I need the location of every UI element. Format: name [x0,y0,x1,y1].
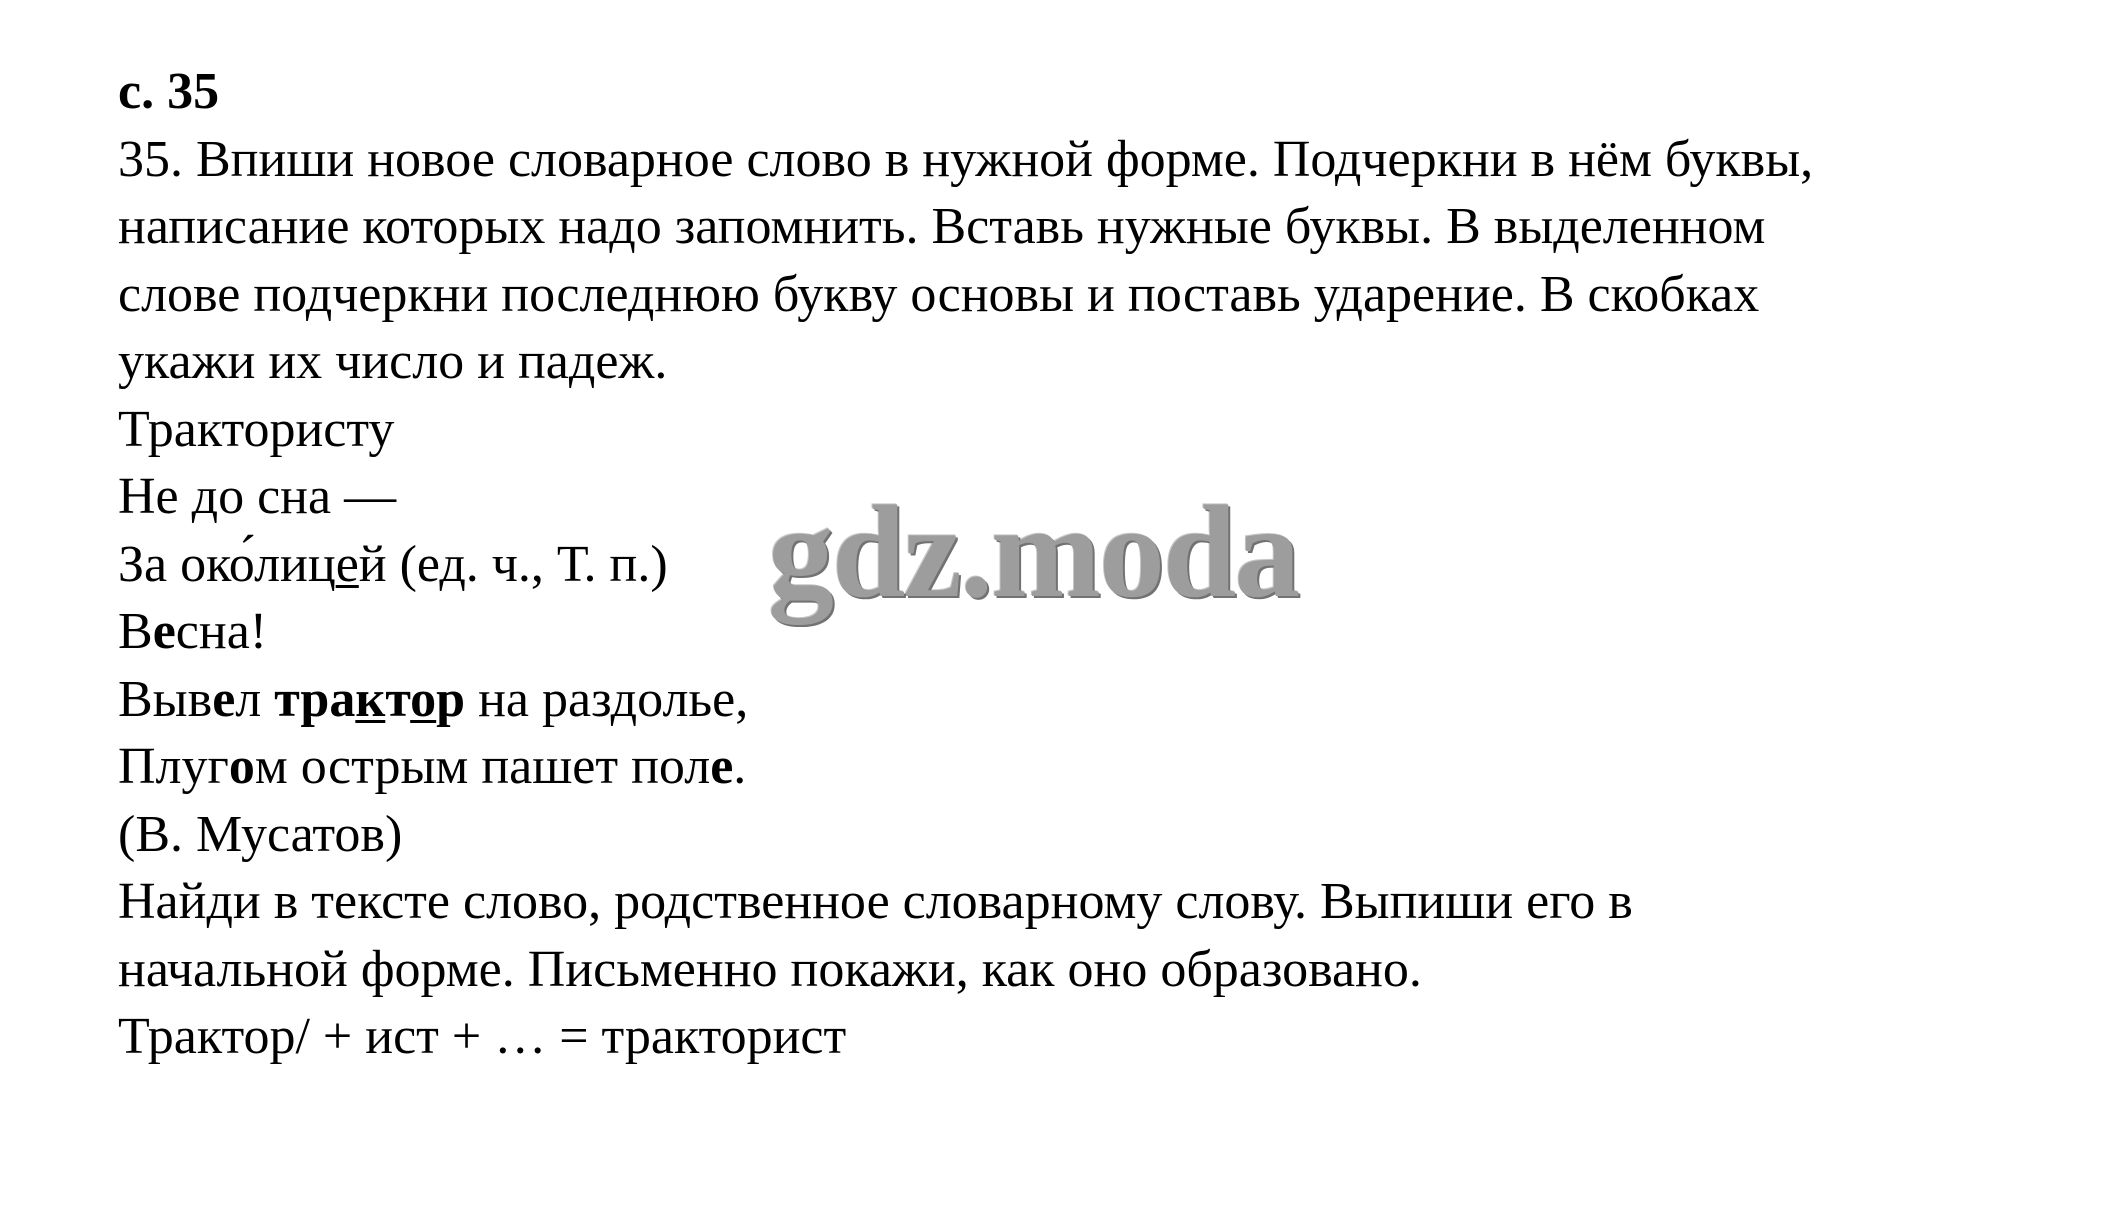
inserted-letter: е [212,670,236,728]
poem-line-5-p2: л [235,670,275,728]
inserted-letter: е [710,738,734,795]
highlighted-word [274,671,465,728]
task2-line-1: Найди в тексте слово, родственное словарному слову. Выпиши его в [118,873,1633,930]
highlighted-word-part-b: т [385,670,411,728]
poem-line-6-p3: . [733,738,747,795]
poem-line-5-p3: на раздолье, [465,670,749,728]
watermark-logo: gdz.moda [768,478,1299,625]
poem-line-5-p1: Выв [118,670,213,728]
inserted-letter: е [152,603,176,660]
poem-line-3-pre: За око́лиц [118,535,336,593]
poem-line-4-p2: сна! [175,603,268,660]
task-line-2: написание которых надо запомнить. Вставь нужные буквы. В выделенном [118,198,1766,255]
task-line-1: 35. Впиши новое словарное слово в нужной форме. Подчеркни в нём буквы, [118,130,1814,188]
poem-line-6-p2: м острым пашет пол [254,738,711,795]
task2-line-3: Трактор/ + ист + … = тракторист [118,1008,847,1065]
poem-line-5 [118,666,2078,734]
highlighted-word-underlined-1: к [355,670,386,728]
task2-line-2: начальной форме. Письменно покажи, как оно образовано. [118,940,1422,998]
poem-line-6-p1: Плуг [118,738,229,795]
poem-line-1: Трактористу [118,400,395,458]
task-line-4: укажи их число и падеж. [118,333,668,390]
highlighted-word-underlined-2: о [410,670,437,728]
poem-line-2: Не до сна — [118,468,397,525]
poem-line-4-p1: В [118,603,153,660]
highlighted-word-part-c: р [436,670,466,728]
poem-line-3-post: й (ед. ч., Т. п.) [358,535,668,593]
inserted-letter: о [228,738,255,795]
highlighted-word-part-a: тра [274,670,356,728]
poem-author: (В. Мусатов) [118,805,403,863]
poem-line-3-underlined-letter: е [335,535,359,593]
task-line-3: слове подчеркни последнюю букву основы и поставь ударение. В скобках [118,265,1760,323]
poem-line-6 [118,733,2078,801]
page-number: с. 35 [118,63,220,120]
